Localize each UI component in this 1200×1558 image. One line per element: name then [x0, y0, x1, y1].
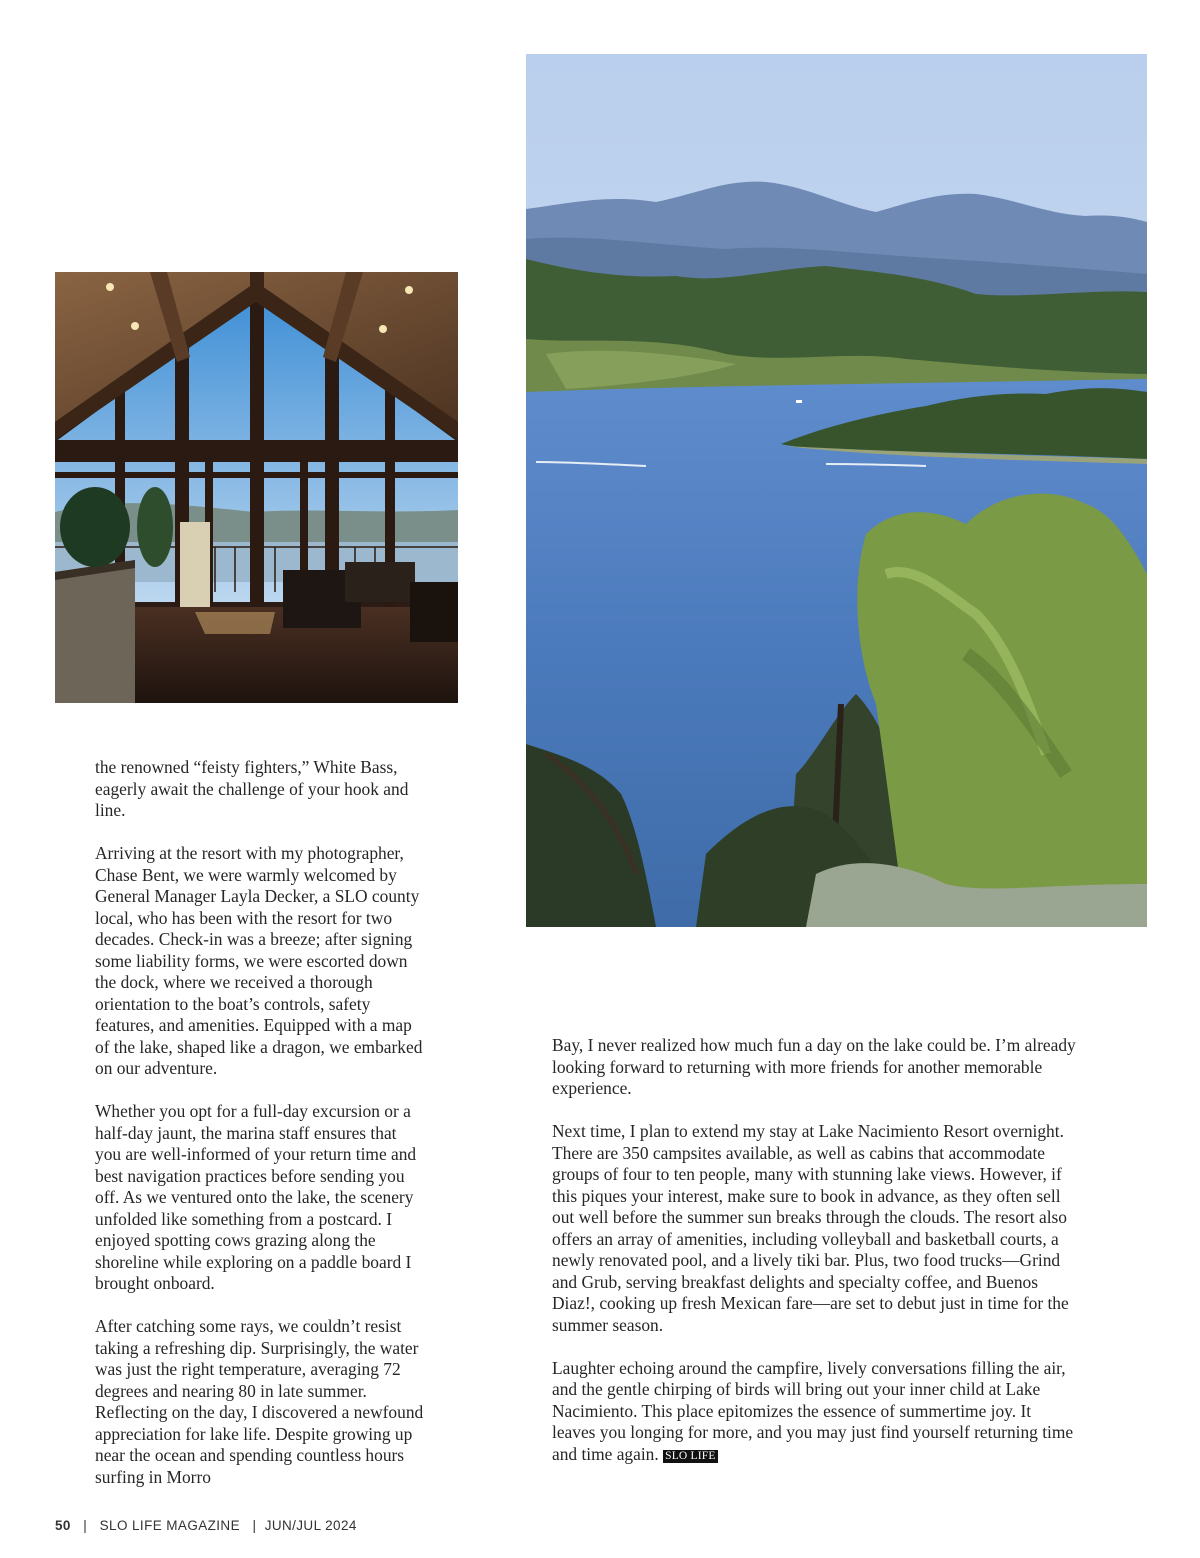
paragraph: Bay, I never realized how much fun a day on the lake could be. I’m already looking forward to returning with more friends for another memorable experience. — [552, 1035, 1076, 1098]
issue-date: JUN/JUL 2024 — [264, 1518, 357, 1533]
page-footer — [55, 1518, 357, 1533]
footer-separator: | — [83, 1518, 88, 1533]
page-number: 50 — [55, 1518, 71, 1533]
article-left-column — [95, 757, 425, 1510]
closing-paragraph — [552, 1358, 1077, 1466]
paragraph: After catching some rays, we couldn’t resist taking a refreshing dip. Surprisingly, the water was just the right temperature, averaging 72 degrees and nearing 80 in late summer. Reflecting on the day, I discovered a newfound appreciation for lake life. Despite growing up near the ocean and spending countless hours surfing in Morro — [95, 1316, 424, 1487]
paragraph: Whether you opt for a full-day excursion or a half-day jaunt, the marina staff ensures that you are well-informed of your return time and best navigation practices before sending you off. As we ventured onto the lake, the scenery unfolded like something from a postcard. I enjoyed spotting cows grazing along the shoreline while exploring on a paddle board I brought onboard. — [95, 1101, 417, 1293]
footer-separator: | — [252, 1518, 257, 1533]
lake-landscape-photo — [526, 54, 1147, 927]
lodge-interior-photo — [55, 272, 458, 703]
closing-text: Laughter echoing around the campfire, lively conversations filling the air, and the gentle chirping of birds will bring out your inner child at Lake Nacimiento. This place epitomizes the essence of summertime joy. It leaves you longing for more, and you may just find yourself returning time and time again. — [552, 1357, 1074, 1464]
paragraph: Arriving at the resort with my photographer, Chase Bent, we were warmly welcomed by General Manager Layla Decker, a SLO county local, who has been with the resort for two decades. Check-in was a breeze; after signing some liability forms, we were escorted down the dock, where we received a thorough orientation to the boat’s controls, safety features, and amenities. Equipped with a map of the lake, shaped like a dragon, we embarked on our adventure. — [95, 843, 423, 1078]
article-right-column — [552, 1035, 1077, 1487]
magazine-name: SLO LIFE MAGAZINE — [99, 1518, 240, 1533]
paragraph: Next time, I plan to extend my stay at Lake Nacimiento Resort overnight. There are 350 campsites available, as well as cabins that accommodate groups of four to ten people, many with stunning lake views. However, if this piques your interest, make sure to book in advance, as they often sell out well before the summer sun breaks through the clouds. The resort also offers an array of amenities, including volleyball and basketball courts, a newly renovated pool, and a lively tiki bar. Plus, two food trucks—Grind and Grub, serving breakfast delights and specialty coffee, and Buenos Diaz!, cooking up fresh Mexican fare—are set to debut just in time for the summer season. — [552, 1121, 1069, 1335]
end-mark-logo: SLO LIFE — [665, 1449, 716, 1462]
paragraph: the renowned “feisty fighters,” White Bass, eagerly await the challenge of your hook and line. — [95, 757, 409, 820]
